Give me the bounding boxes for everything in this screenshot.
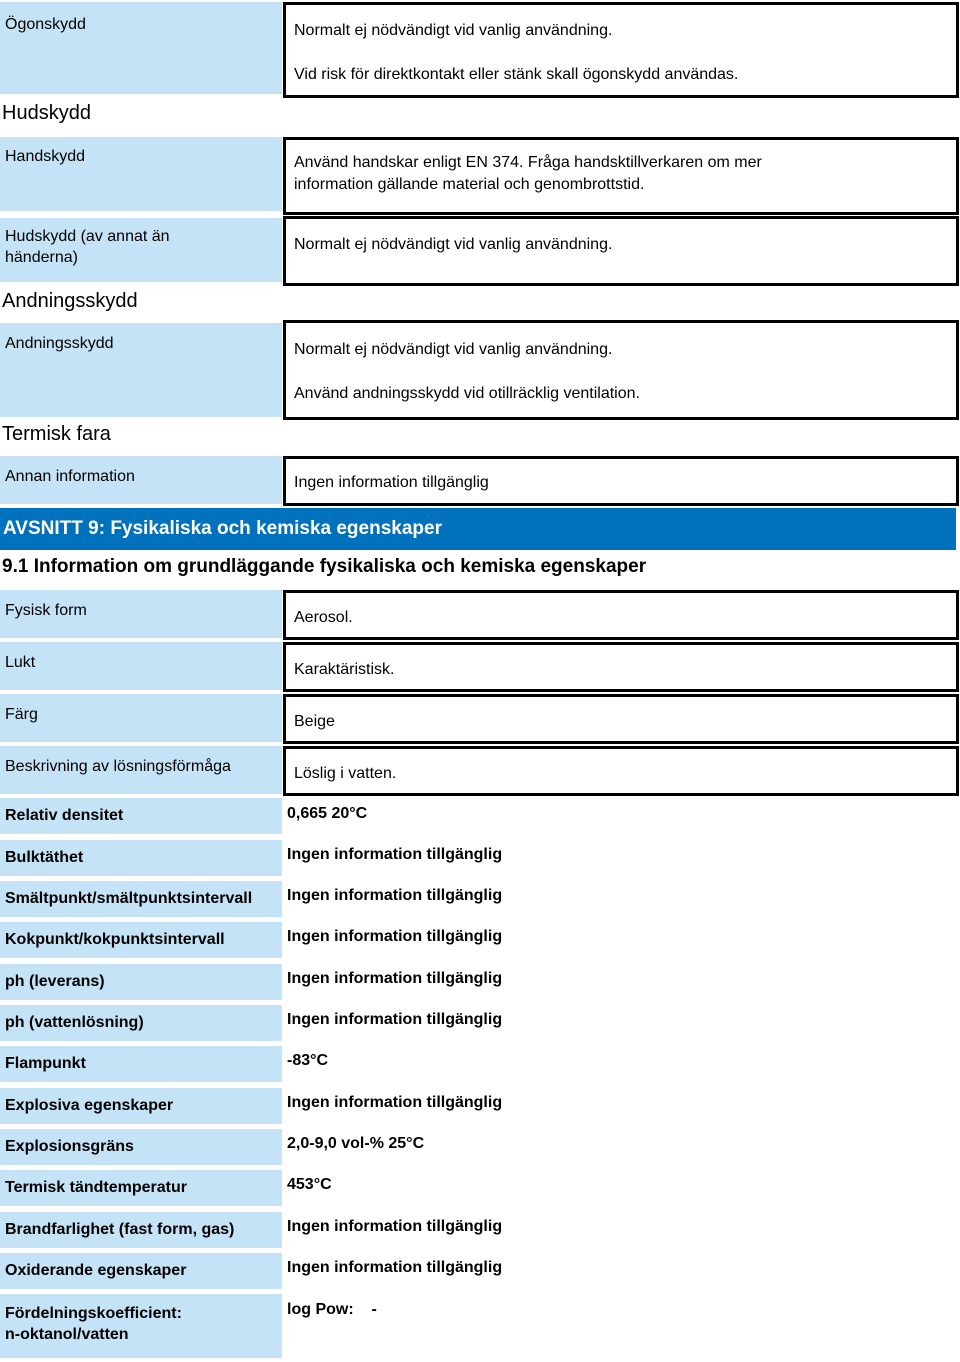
- physical-form-label: Fysisk form: [0, 590, 282, 638]
- skin-other-value: [283, 216, 959, 286]
- boiling-point-value: Ingen information tillgänglig: [287, 928, 503, 945]
- skin-other-label-line2: händerna): [5, 249, 78, 266]
- explosive-properties-value: Ingen information tillgänglig: [287, 1094, 503, 1111]
- boiling-point-label: Kokpunkt/kokpunktsintervall: [0, 922, 282, 958]
- odor-value: [283, 642, 959, 692]
- respiratory-line1: Normalt ej nödvändigt vid vanlig användning.: [294, 341, 613, 358]
- other-info-label: Annan information: [0, 456, 282, 504]
- solubility-text: Löslig i vatten.: [294, 765, 397, 782]
- skin-other-line1: Normalt ej nödvändigt vid vanlig användning.: [294, 236, 613, 253]
- color-value: [283, 694, 959, 744]
- melting-point-label: Smältpunkt/smältpunktsintervall: [0, 881, 282, 917]
- section-9-1-subtitle: 9.1 Information om grundläggande fysikaliska och kemiska egenskaper: [2, 556, 647, 577]
- ignition-temperature-value: 453°C: [287, 1176, 332, 1193]
- thermal-hazard-heading: Termisk fara: [2, 423, 111, 445]
- explosion-limit-value: 2,0-9,0 vol-% 25°C: [287, 1135, 425, 1152]
- eye-protection-line2: Vid risk för direktkontakt eller stänk skall ögonskydd användas.: [294, 66, 739, 83]
- bulk-density-value: Ingen information tillgänglig: [287, 846, 503, 863]
- relative-density-label: Relativ densitet: [0, 798, 282, 834]
- physical-form-text: Aerosol.: [294, 609, 353, 626]
- skin-protection-heading: Hudskydd: [2, 102, 91, 124]
- explosive-properties-label: Explosiva egenskaper: [0, 1088, 282, 1124]
- odor-label: Lukt: [0, 642, 282, 690]
- melting-point-value: Ingen information tillgänglig: [287, 887, 503, 904]
- hand-protection-line1: Använd handskar enligt EN 374. Fråga handsktillverkaren om mer: [294, 154, 762, 171]
- flammability-value: Ingen information tillgänglig: [287, 1218, 503, 1235]
- oxidizing-properties-value: Ingen information tillgänglig: [287, 1259, 503, 1276]
- skin-other-label: [0, 218, 282, 282]
- ph-delivery-value: Ingen information tillgänglig: [287, 970, 503, 987]
- eye-protection-value: [283, 2, 959, 98]
- hand-protection-value: [283, 137, 959, 215]
- ph-solution-value: Ingen information tillgänglig: [287, 1011, 503, 1028]
- solubility-value: [283, 746, 959, 796]
- physical-form-value: [283, 590, 959, 640]
- ph-solution-label: ph (vattenlösning): [0, 1005, 282, 1041]
- partition-coefficient-label-line1: Fördelningskoefficient:: [5, 1305, 182, 1322]
- respiratory-label: Andningsskydd: [0, 323, 282, 417]
- hand-protection-line2: information gällande material och genombrottstid.: [294, 176, 645, 193]
- respiratory-heading: Andningsskydd: [2, 290, 138, 312]
- partition-coefficient-value: log Pow: -: [287, 1301, 377, 1318]
- section-9-title: AVSNITT 9: Fysikaliska och kemiska egenskaper: [0, 508, 956, 550]
- hand-protection-label: Handskydd: [0, 137, 282, 211]
- explosion-limit-label: Explosionsgräns: [0, 1129, 282, 1165]
- ph-delivery-label: ph (leverans): [0, 964, 282, 1000]
- eye-protection-line1: Normalt ej nödvändigt vid vanlig användning.: [294, 22, 613, 39]
- respiratory-line2: Använd andningsskydd vid otillräcklig ventilation.: [294, 385, 640, 402]
- color-label: Färg: [0, 694, 282, 742]
- skin-other-label-line1: Hudskydd (av annat än: [5, 228, 170, 245]
- solubility-label: Beskrivning av lösningsförmåga: [0, 746, 282, 794]
- partition-coefficient-label-line2: n-oktanol/vatten: [5, 1326, 129, 1343]
- partition-coefficient-label: [0, 1294, 282, 1358]
- other-info-line1: Ingen information tillgänglig: [294, 474, 489, 491]
- flammability-label: Brandfarlighet (fast form, gas): [0, 1212, 282, 1248]
- respiratory-value: [283, 320, 959, 420]
- flash-point-label: Flampunkt: [0, 1046, 282, 1082]
- relative-density-value: 0,665 20°C: [287, 805, 368, 822]
- other-info-value: [283, 456, 959, 506]
- bulk-density-label: Bulktäthet: [0, 840, 282, 876]
- odor-text: Karaktäristisk.: [294, 661, 395, 678]
- oxidizing-properties-label: Oxiderande egenskaper: [0, 1253, 282, 1289]
- ignition-temperature-label: Termisk tändtemperatur: [0, 1170, 282, 1206]
- eye-protection-label: Ögonskydd: [0, 2, 282, 94]
- color-text: Beige: [294, 713, 335, 730]
- flash-point-value: -83°C: [287, 1052, 329, 1069]
